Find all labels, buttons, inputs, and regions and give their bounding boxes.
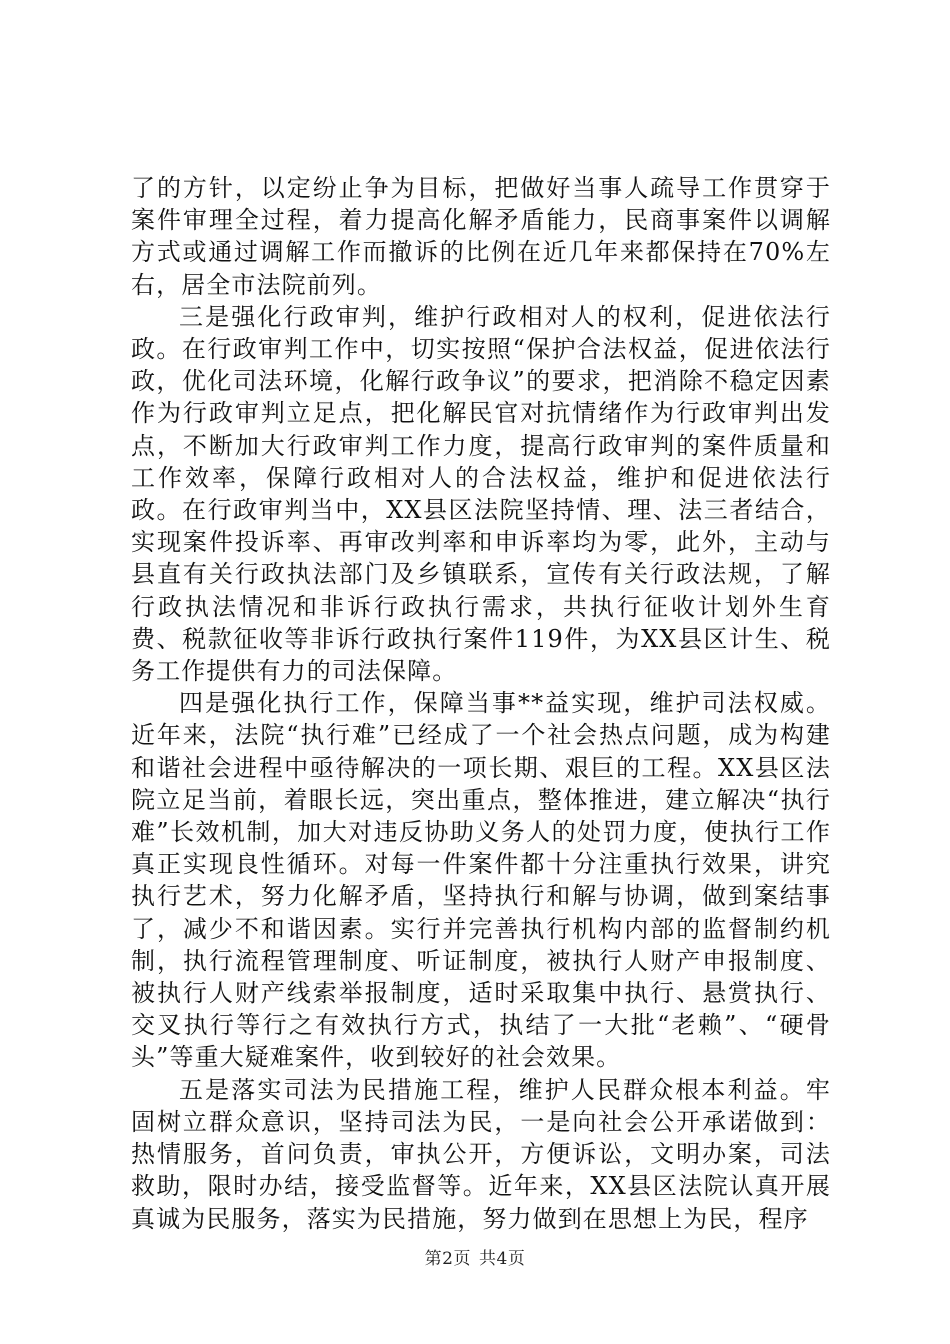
paragraph-1: 了的方针，以定纷止争为目标，把做好当事人疏导工作贯穿于案件审理全过程，着力提高化解矛盾能力，民商事案件以调解方式或通过调解工作而撤诉的比例在近几年来都保持在70%左右，居全市法院前列。: [131, 174, 831, 299]
page-footer: [0, 1244, 950, 1269]
page-total: 共4页: [479, 1249, 526, 1269]
page-number: 第2页: [424, 1249, 471, 1269]
paragraph-2: 三是强化行政审判，维护行政相对人的权利，促进依法行政。在行政审判工作中，切实按照“保护合法权益，促进依法行政，优化司法环境，化解行政争议”的要求，把消除不稳定因素作为行政审判立足点，把化解民官对抗情绪作为行政审判出发点，不断加大行政审判工作力度，提高行政审判的案件质量和工作效率，保障行政相对人的合法权益，维护和促进依法行政。在行政审判当中，XX县区法院坚持情、理、法三者结合，实现案件投诉率、再审改判率和申诉率均为零，此外，主动与县直有关行政执法部门及乡镇联系，宣传有关行政法规，了解行政执法情况和非诉行政执行需求，共执行征收计划外生育费、税款征收等非诉行政执行案件119件，为XX县区计生、税务工作提供有力的司法保障。: [131, 302, 831, 686]
document-body: [131, 172, 831, 1235]
paragraph-3: 四是强化执行工作，保障当事**益实现，维护司法权威。近年来，法院“执行难”已经成了一个社会热点问题，成为构建和谐社会进程中亟待解决的一项长期、艰巨的工程。XX县区法院立足当前，着眼长远，突出重点，整体推进，建立解决“执行难”长效机制，加大对违反协助义务人的处罚力度，使执行工作真正实现良性循环。对每一件案件都十分注重执行效果，讲究执行艺术，努力化解矛盾，坚持执行和解与协调，做到案结事了，减少不和谐因素。实行并完善执行机构内部的监督制约机制，执行流程管理制度、听证制度，被执行人财产申报制度、被执行人财产线索举报制度，适时采取集中执行、悬赏执行、交叉执行等行之有效执行方式，执结了一大批“老赖”、“硬骨头”等重大疑难案件，收到较好的社会效果。: [131, 689, 831, 1072]
paragraph-4: 五是落实司法为民措施工程，维护人民群众根本利益。牢固树立群众意识，坚持司法为民，一是向社会公开承诺做到：热情服务，首问负责，审执公开，方便诉讼，文明办案，司法救助，限时办结，接受监督等。近年来，XX县区法院认真开展真诚为民服务，落实为民措施，努力做到在思想上为民，程序: [131, 1075, 831, 1233]
